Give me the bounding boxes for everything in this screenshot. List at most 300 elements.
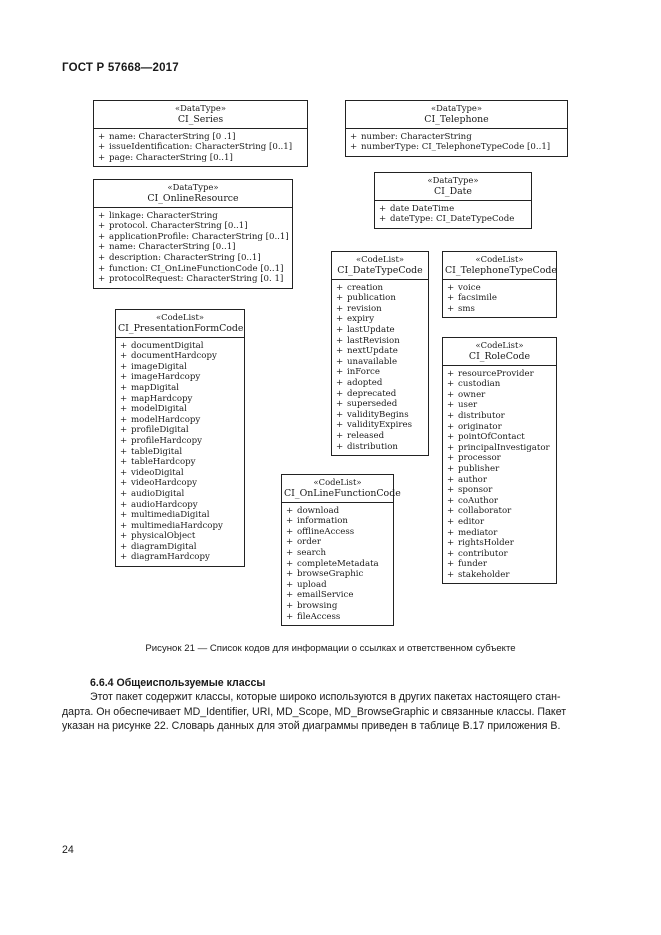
stereotype-label: «CodeList» xyxy=(475,340,524,350)
attribute-row xyxy=(120,531,240,542)
attribute-text: released xyxy=(347,430,385,441)
visibility-marker: + xyxy=(286,526,294,537)
attribute-text: name: CharacterString [0 .1] xyxy=(109,131,236,142)
attribute-text: distributor xyxy=(458,410,505,421)
attribute-row xyxy=(336,346,424,357)
uml-class-header xyxy=(443,252,556,280)
visibility-marker: + xyxy=(336,303,344,314)
attribute-row xyxy=(98,142,303,153)
attribute-row xyxy=(98,153,303,164)
attribute-row xyxy=(447,369,552,380)
attribute-text: adopted xyxy=(347,377,383,388)
stereotype-label: «DataType» xyxy=(427,175,479,185)
visibility-marker: + xyxy=(336,314,344,325)
attribute-text: author xyxy=(458,474,487,485)
attribute-text: coAuthor xyxy=(458,495,498,506)
attribute-text: processor xyxy=(458,453,501,464)
attribute-text: documentDigital xyxy=(131,340,204,351)
attribute-text: stakeholder xyxy=(458,569,510,580)
visibility-marker: + xyxy=(120,520,128,531)
uml-class-header xyxy=(443,338,556,366)
visibility-marker: + xyxy=(98,252,106,263)
attribute-row xyxy=(336,378,424,389)
visibility-marker: + xyxy=(447,368,455,379)
attribute-text: description: CharacterString [0..1] xyxy=(109,252,261,263)
attribute-text: applicationProfile: CharacterString [0..1] xyxy=(109,231,289,242)
attribute-row xyxy=(447,485,552,496)
attribute-text: number: CharacterString xyxy=(361,131,472,142)
uml-class-header xyxy=(94,180,292,208)
attribute-list xyxy=(332,280,428,456)
attribute-row xyxy=(336,325,424,336)
visibility-marker: + xyxy=(336,282,344,293)
attribute-row xyxy=(98,211,288,222)
visibility-marker: + xyxy=(336,441,344,452)
attribute-text: funder xyxy=(458,559,487,570)
visibility-marker: + xyxy=(336,420,344,431)
attribute-text: page: CharacterString [0..1] xyxy=(109,152,233,163)
visibility-marker: + xyxy=(447,389,455,400)
class-name: CI_DateTypeCode xyxy=(337,264,423,276)
attribute-row xyxy=(120,404,240,415)
attribute-row xyxy=(336,410,424,421)
attribute-row xyxy=(447,422,552,433)
attribute-row xyxy=(120,447,240,458)
visibility-marker: + xyxy=(120,467,128,478)
visibility-marker: + xyxy=(120,351,128,362)
attribute-text: editor xyxy=(458,516,485,527)
attribute-row xyxy=(350,132,563,143)
attribute-text: issueIdentification: CharacterString [0..1] xyxy=(109,142,293,153)
visibility-marker: + xyxy=(120,446,128,457)
attribute-row xyxy=(336,304,424,315)
visibility-marker: + xyxy=(379,214,387,225)
visibility-marker: + xyxy=(336,324,344,335)
attribute-list xyxy=(375,201,531,228)
attribute-text: profileDigital xyxy=(131,425,189,436)
visibility-marker: + xyxy=(120,488,128,499)
attribute-row xyxy=(336,336,424,347)
attribute-row xyxy=(98,232,288,243)
attribute-text: videoHardcopy xyxy=(131,478,197,489)
visibility-marker: + xyxy=(120,404,128,415)
attribute-row xyxy=(120,351,240,362)
attribute-text: revision xyxy=(347,303,382,314)
attribute-row xyxy=(120,542,240,553)
visibility-marker: + xyxy=(98,274,106,285)
attribute-row xyxy=(286,548,389,559)
attribute-text: lastUpdate xyxy=(347,324,395,335)
visibility-marker: + xyxy=(286,516,294,527)
attribute-text: contributor xyxy=(458,548,508,559)
stereotype-label: «DataType» xyxy=(167,182,219,192)
uml-class-ci-rolecode xyxy=(442,337,557,584)
visibility-marker: + xyxy=(336,388,344,399)
visibility-marker: + xyxy=(120,457,128,468)
stereotype-label: «CodeList» xyxy=(475,254,524,264)
visibility-marker: + xyxy=(336,346,344,357)
attribute-text: rightsHolder xyxy=(458,538,514,549)
attribute-row xyxy=(336,442,424,453)
visibility-marker: + xyxy=(98,242,106,253)
attribute-text: multimediaHardcopy xyxy=(131,520,223,531)
attribute-text: numberType: CI_TelephoneTypeCode [0..1] xyxy=(361,142,551,153)
attribute-text: tableDigital xyxy=(131,446,183,457)
visibility-marker: + xyxy=(447,400,455,411)
attribute-text: mapHardcopy xyxy=(131,393,193,404)
visibility-marker: + xyxy=(98,142,106,153)
visibility-marker: + xyxy=(336,399,344,410)
attribute-row xyxy=(286,612,389,623)
stereotype-label: «DataType» xyxy=(175,103,226,113)
visibility-marker: + xyxy=(447,474,455,485)
attribute-row xyxy=(120,383,240,394)
visibility-marker: + xyxy=(447,485,455,496)
attribute-text: principalInvestigator xyxy=(458,442,550,453)
uml-class-ci-date xyxy=(374,172,532,229)
attribute-row xyxy=(120,341,240,352)
uml-class-ci-onlineresource xyxy=(93,179,293,289)
attribute-row xyxy=(447,570,552,581)
attribute-row xyxy=(447,379,552,390)
attribute-text: physicalObject xyxy=(131,531,196,542)
visibility-marker: + xyxy=(120,552,128,563)
visibility-marker: + xyxy=(286,569,294,580)
uml-class-ci-presentationformcode xyxy=(115,309,245,567)
attribute-row xyxy=(447,283,552,294)
attribute-text: superseded xyxy=(347,399,398,410)
attribute-row xyxy=(120,425,240,436)
attribute-text: search xyxy=(297,547,327,558)
uml-class-header xyxy=(375,173,531,201)
attribute-row xyxy=(447,293,552,304)
paragraph-line: Этот пакет содержит классы, которые широко используются в других пакетах настоящего стан- xyxy=(90,691,561,703)
attribute-text: imageHardcopy xyxy=(131,372,201,383)
attribute-row xyxy=(447,432,552,443)
attribute-text: audioHardcopy xyxy=(131,499,198,510)
visibility-marker: + xyxy=(447,516,455,527)
attribute-row xyxy=(447,559,552,570)
visibility-marker: + xyxy=(447,410,455,421)
attribute-text: mapDigital xyxy=(131,382,179,393)
attribute-text: browsing xyxy=(297,600,338,611)
visibility-marker: + xyxy=(336,293,344,304)
visibility-marker: + xyxy=(120,531,128,542)
visibility-marker: + xyxy=(336,377,344,388)
class-name: CI_Telephone xyxy=(424,113,489,125)
class-name: CI_RoleCode xyxy=(468,350,531,362)
attribute-row xyxy=(286,559,389,570)
attribute-row xyxy=(120,457,240,468)
attribute-text: expiry xyxy=(347,314,375,325)
attribute-list xyxy=(94,129,307,167)
visibility-marker: + xyxy=(98,263,106,274)
uml-class-header xyxy=(94,101,307,129)
stereotype-label: «CodeList» xyxy=(156,312,204,322)
visibility-marker: + xyxy=(98,231,106,242)
uml-class-header xyxy=(116,310,244,338)
attribute-text: function: CI_OnLineFunctionCode [0..1] xyxy=(109,263,284,274)
visibility-marker: + xyxy=(98,221,106,232)
visibility-marker: + xyxy=(447,538,455,549)
attribute-row xyxy=(447,304,552,315)
attribute-row xyxy=(120,510,240,521)
visibility-marker: + xyxy=(286,611,294,622)
attribute-row xyxy=(286,506,389,517)
attribute-row xyxy=(120,372,240,383)
visibility-marker: + xyxy=(120,435,128,446)
attribute-row xyxy=(120,521,240,532)
visibility-marker: + xyxy=(350,142,358,153)
paragraph-line: дарта. Он обеспечивает MD_Identifier, URI, MD_Scope, MD_BrowseGraphic и связанные классы. Пакет xyxy=(62,705,567,718)
attribute-text: user xyxy=(458,400,478,411)
attribute-row xyxy=(447,464,552,475)
visibility-marker: + xyxy=(286,600,294,611)
attribute-text: modelDigital xyxy=(131,404,187,415)
visibility-marker: + xyxy=(447,432,455,443)
attribute-list xyxy=(443,280,556,318)
attribute-text: date DateTime xyxy=(390,203,455,214)
page-number: 24 xyxy=(62,844,74,856)
visibility-marker: + xyxy=(120,478,128,489)
visibility-marker: + xyxy=(447,495,455,506)
attribute-row xyxy=(286,569,389,580)
visibility-marker: + xyxy=(98,210,106,221)
attribute-text: publication xyxy=(347,293,396,304)
attribute-row xyxy=(120,478,240,489)
stereotype-label: «CodeList» xyxy=(313,477,362,487)
attribute-row xyxy=(447,443,552,454)
section-paragraph xyxy=(62,690,602,734)
visibility-marker: + xyxy=(120,510,128,521)
attribute-row xyxy=(447,506,552,517)
attribute-text: publisher xyxy=(458,463,500,474)
visibility-marker: + xyxy=(447,293,455,304)
class-name: CI_Date xyxy=(434,185,472,197)
visibility-marker: + xyxy=(120,393,128,404)
class-name: CI_TelephoneTypeCode xyxy=(445,264,557,276)
visibility-marker: + xyxy=(336,335,344,346)
attribute-row xyxy=(98,221,288,232)
attribute-row xyxy=(98,253,288,264)
attribute-row xyxy=(98,132,303,143)
uml-class-header xyxy=(346,101,567,129)
visibility-marker: + xyxy=(286,505,294,516)
attribute-text: sms xyxy=(458,303,475,314)
attribute-row xyxy=(447,400,552,411)
visibility-marker: + xyxy=(98,152,106,163)
visibility-marker: + xyxy=(447,453,455,464)
class-name: CI_OnLineFunctionCode xyxy=(284,487,401,499)
attribute-list xyxy=(116,338,244,566)
attribute-text: name: CharacterString [0..1] xyxy=(109,242,236,253)
attribute-row xyxy=(336,367,424,378)
attribute-row xyxy=(336,293,424,304)
visibility-marker: + xyxy=(447,379,455,390)
document-header: ГОСТ Р 57668—2017 xyxy=(62,62,179,74)
attribute-row xyxy=(336,283,424,294)
attribute-row xyxy=(336,357,424,368)
visibility-marker: + xyxy=(447,442,455,453)
visibility-marker: + xyxy=(336,430,344,441)
attribute-text: diagramDigital xyxy=(131,541,197,552)
attribute-text: lastRevision xyxy=(347,335,400,346)
attribute-row xyxy=(336,420,424,431)
attribute-text: validityBegins xyxy=(347,409,409,420)
attribute-row xyxy=(286,527,389,538)
attribute-row xyxy=(120,552,240,563)
attribute-row xyxy=(120,362,240,373)
attribute-text: sponsor xyxy=(458,485,493,496)
attribute-row xyxy=(447,528,552,539)
attribute-text: fileAccess xyxy=(297,611,341,622)
attribute-row xyxy=(286,590,389,601)
attribute-text: creation xyxy=(347,282,384,293)
attribute-row xyxy=(120,489,240,500)
attribute-text: owner xyxy=(458,389,486,400)
visibility-marker: + xyxy=(350,131,358,142)
attribute-text: information xyxy=(297,516,348,527)
visibility-marker: + xyxy=(286,558,294,569)
visibility-marker: + xyxy=(336,356,344,367)
attribute-text: collaborator xyxy=(458,506,512,517)
attribute-text: deprecated xyxy=(347,388,397,399)
attribute-row xyxy=(447,538,552,549)
uml-class-ci-telephone xyxy=(345,100,568,157)
attribute-list xyxy=(443,366,556,584)
visibility-marker: + xyxy=(98,131,106,142)
attribute-text: download xyxy=(297,505,340,516)
class-name: CI_PresentationFormCode xyxy=(118,322,244,334)
visibility-marker: + xyxy=(447,527,455,538)
attribute-row xyxy=(120,415,240,426)
visibility-marker: + xyxy=(120,425,128,436)
attribute-row xyxy=(120,468,240,479)
attribute-row xyxy=(447,390,552,401)
attribute-row xyxy=(447,549,552,560)
visibility-marker: + xyxy=(379,203,387,214)
attribute-row xyxy=(350,142,563,153)
attribute-text: custodian xyxy=(458,379,501,390)
visibility-marker: + xyxy=(447,421,455,432)
attribute-text: order xyxy=(297,537,321,548)
visibility-marker: + xyxy=(120,340,128,351)
visibility-marker: + xyxy=(447,282,455,293)
attribute-text: documentHardcopy xyxy=(131,351,217,362)
visibility-marker: + xyxy=(447,569,455,580)
attribute-text: imageDigital xyxy=(131,361,187,372)
attribute-text: distribution xyxy=(347,441,398,452)
attribute-row xyxy=(379,204,527,215)
uml-class-header xyxy=(332,252,428,280)
uml-class-ci-series xyxy=(93,100,308,167)
attribute-row xyxy=(98,242,288,253)
attribute-text: audioDigital xyxy=(131,488,185,499)
attribute-row xyxy=(120,436,240,447)
attribute-text: emailService xyxy=(297,590,354,601)
attribute-text: completeMetadata xyxy=(297,558,379,569)
figure-caption: Рисунок 21 — Список кодов для информации о ссылках и ответственном субъекте xyxy=(145,643,516,654)
attribute-row xyxy=(447,517,552,528)
attribute-text: multimediaDigital xyxy=(131,510,210,521)
attribute-row xyxy=(336,399,424,410)
attribute-row xyxy=(447,475,552,486)
attribute-text: voice xyxy=(458,282,481,293)
attribute-text: dateType: CI_DateTypeCode xyxy=(390,214,515,225)
uml-class-ci-datetypecode xyxy=(331,251,429,456)
attribute-row xyxy=(286,537,389,548)
class-name: CI_Series xyxy=(177,113,224,125)
attribute-list xyxy=(94,208,292,288)
attribute-text: offlineAccess xyxy=(297,526,355,537)
visibility-marker: + xyxy=(447,463,455,474)
attribute-row xyxy=(98,264,288,275)
attribute-text: protocolRequest: CharacterString [0. 1] xyxy=(109,274,284,285)
attribute-text: resourceProvider xyxy=(458,368,534,379)
attribute-row xyxy=(447,411,552,422)
attribute-text: tableHardcopy xyxy=(131,457,196,468)
section-title: 6.6.4 Общеиспользуемые классы xyxy=(90,677,266,689)
visibility-marker: + xyxy=(447,559,455,570)
attribute-row xyxy=(98,274,288,285)
attribute-text: modelHardcopy xyxy=(131,414,201,425)
paragraph-line: указан на рисунке 22. Словарь данных для этой диаграммы приведен в таблице B.17 приложения B. xyxy=(62,720,561,733)
attribute-text: browseGraphic xyxy=(297,569,364,580)
attribute-text: nextUpdate xyxy=(347,346,398,357)
attribute-list xyxy=(346,129,567,156)
visibility-marker: + xyxy=(120,382,128,393)
attribute-row xyxy=(120,500,240,511)
visibility-marker: + xyxy=(286,579,294,590)
uml-class-header xyxy=(282,475,401,503)
visibility-marker: + xyxy=(286,590,294,601)
attribute-row xyxy=(447,496,552,507)
class-name: CI_OnlineResource xyxy=(147,192,239,204)
attribute-row xyxy=(286,601,389,612)
attribute-list xyxy=(282,503,393,626)
visibility-marker: + xyxy=(336,409,344,420)
attribute-text: facsimile xyxy=(458,293,498,304)
visibility-marker: + xyxy=(447,303,455,314)
attribute-row xyxy=(336,431,424,442)
visibility-marker: + xyxy=(286,537,294,548)
attribute-row xyxy=(379,214,527,225)
visibility-marker: + xyxy=(336,367,344,378)
visibility-marker: + xyxy=(447,506,455,517)
visibility-marker: + xyxy=(120,499,128,510)
visibility-marker: + xyxy=(120,361,128,372)
attribute-text: diagramHardcopy xyxy=(131,552,210,563)
attribute-text: originator xyxy=(458,421,502,432)
uml-class-ci-telephonetypecode xyxy=(442,251,557,318)
attribute-row xyxy=(120,394,240,405)
attribute-text: videoDigital xyxy=(131,467,184,478)
uml-class-ci-onlinefunctioncode xyxy=(281,474,401,626)
attribute-row xyxy=(336,389,424,400)
attribute-text: mediator xyxy=(458,527,498,538)
visibility-marker: + xyxy=(447,548,455,559)
attribute-text: upload xyxy=(297,579,327,590)
visibility-marker: + xyxy=(120,414,128,425)
attribute-text: unavailable xyxy=(347,356,398,367)
attribute-text: linkage: CharacterString xyxy=(109,210,218,221)
attribute-text: validityExpires xyxy=(347,420,413,431)
stereotype-label: «DataType» xyxy=(431,103,482,113)
attribute-row xyxy=(336,314,424,325)
attribute-text: inForce xyxy=(347,367,380,378)
attribute-text: pointOfContact xyxy=(458,432,525,443)
visibility-marker: + xyxy=(286,547,294,558)
